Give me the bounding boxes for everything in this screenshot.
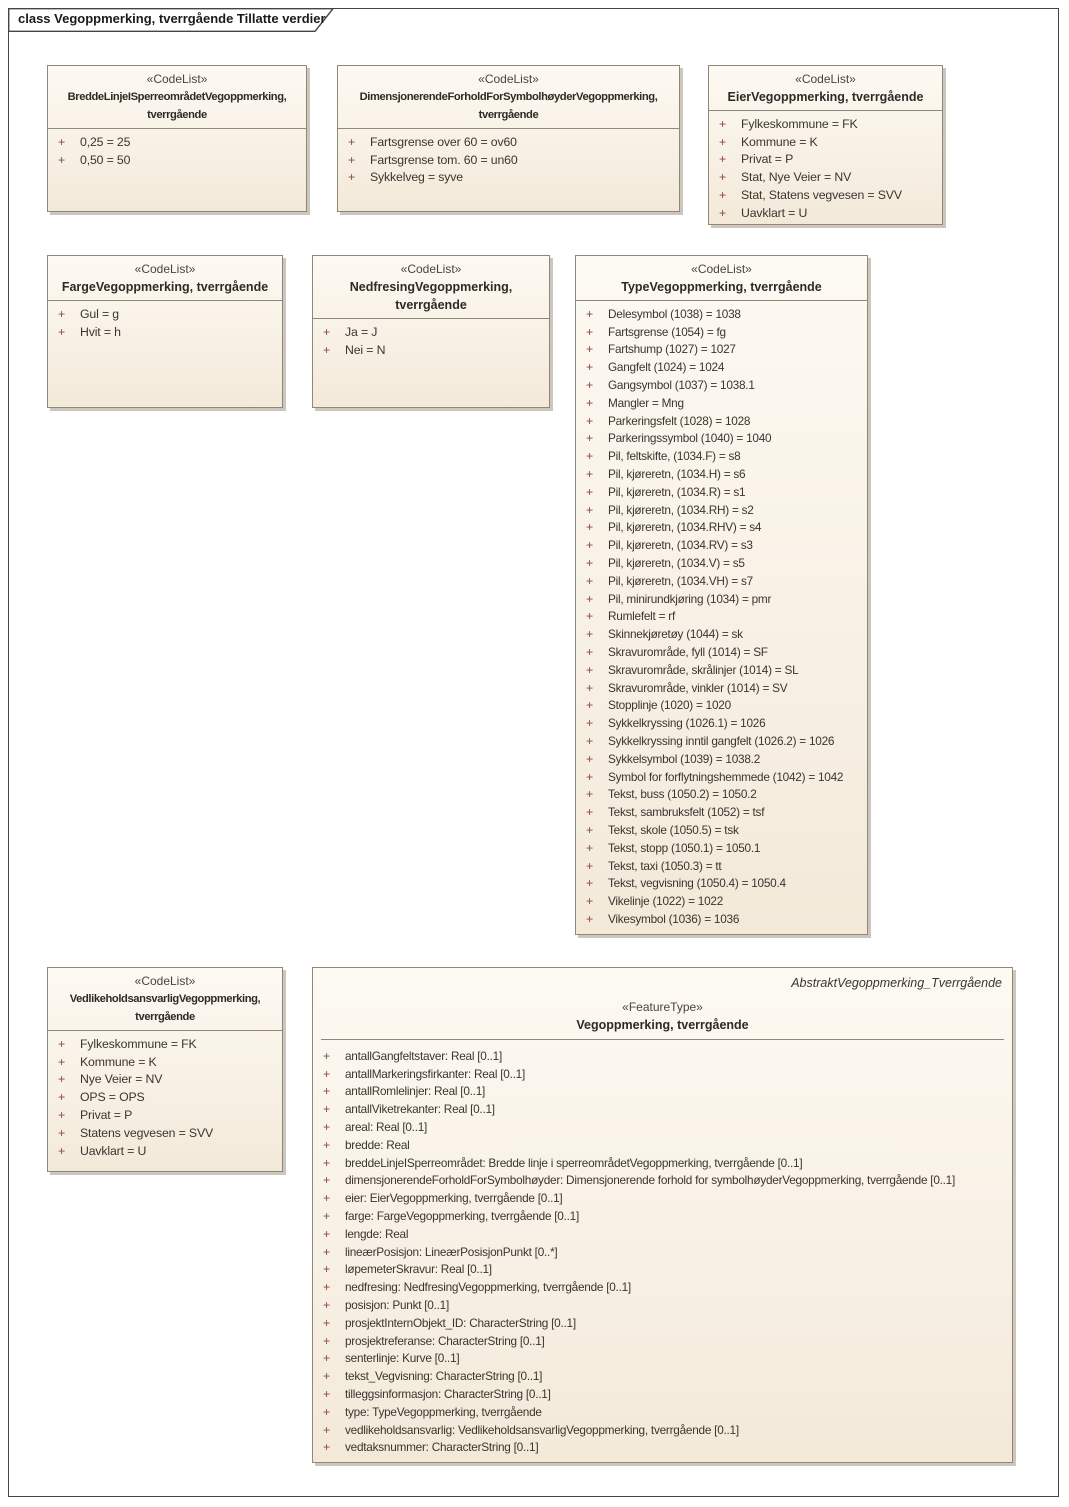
attribute-row — [313, 1403, 1008, 1421]
attribute-row — [576, 661, 863, 679]
class-name: DimensjonerendeForholdForSymbolhøyderVegoppmerking, tverrgående — [359, 91, 658, 121]
attribute-row — [576, 358, 863, 376]
public-visibility-marker: + — [586, 306, 594, 321]
attribute-row — [576, 465, 863, 483]
codelist-box-nedfresing — [312, 255, 550, 408]
class-name: BreddeLinjeISperreområdetVegoppmerking, tverrgående — [67, 91, 287, 121]
public-visibility-marker: + — [323, 1369, 331, 1384]
attribute-row — [576, 608, 863, 626]
attribute-text: løpemeterSkravur: Real [0..1] — [345, 1262, 492, 1277]
attribute-text: antallMarkeringsfirkanter: Real [0..1] — [345, 1066, 525, 1081]
attribute-text: Pil, kjøreretn, (1034.RH) = s2 — [608, 502, 754, 517]
public-visibility-marker: + — [323, 1209, 331, 1224]
class-name: FargeVegoppmerking, tverrgående — [61, 280, 269, 294]
box-header — [576, 256, 867, 301]
attribute-text: Privat = P — [741, 152, 794, 167]
public-visibility-marker: + — [323, 1244, 331, 1259]
attribute-text: Stopplinje (1020) = 1020 — [608, 698, 731, 713]
attribute-row — [576, 732, 863, 750]
attribute-row — [576, 697, 863, 715]
attribute-text: antallGangfeltstaver: Real [0..1] — [345, 1048, 502, 1063]
attribute-text: Pil, kjøreretn, (1034.V) = s5 — [608, 556, 745, 571]
public-visibility-marker: + — [58, 1125, 66, 1140]
box-header — [313, 968, 1012, 1040]
public-visibility-marker: + — [58, 1108, 66, 1123]
public-visibility-marker: + — [719, 152, 727, 167]
public-visibility-marker: + — [586, 858, 594, 873]
attribute-text: nedfresing: NedfresingVegoppmerking, tverrgående [0..1] — [345, 1280, 631, 1295]
parent-classifier-label: AbstraktVegoppmerking_Tverrgående — [791, 976, 1002, 990]
attribute-text: Uavklart = U — [80, 1143, 147, 1158]
attribute-text: vedlikeholdsansvarlig: VedlikeholdsansvarligVegoppmerking, tverrgående [0..1] — [345, 1422, 739, 1437]
public-visibility-marker: + — [719, 116, 727, 131]
attribute-text: Fartsgrense over 60 = ov60 — [370, 134, 517, 149]
public-visibility-marker: + — [586, 573, 594, 588]
public-visibility-marker: + — [586, 769, 594, 784]
attribute-text: Pil, kjøreretn, (1034.VH) = s7 — [608, 573, 753, 588]
attribute-row — [313, 1421, 1008, 1439]
attribute-text: Skravurområde, vinkler (1014) = SV — [608, 680, 788, 695]
attribute-text: senterlinje: Kurve [0..1] — [345, 1351, 460, 1366]
attribute-text: lineærPosisjon: LineærPosisjonPunkt [0..*] — [345, 1244, 558, 1259]
attribute-text: Skinnekjøretøy (1044) = sk — [608, 627, 743, 642]
attribute-text: Fartshump (1027) = 1027 — [608, 342, 736, 357]
attribute-row — [576, 625, 863, 643]
public-visibility-marker: + — [586, 823, 594, 837]
attribute-list — [313, 319, 549, 407]
attribute-row — [709, 151, 938, 169]
attribute-text: 0,25 = 25 — [80, 134, 131, 149]
public-visibility-marker: + — [323, 1137, 331, 1152]
public-visibility-marker: + — [323, 1102, 331, 1117]
attribute-text: Gul = g — [80, 306, 119, 321]
stereotype-label: «CodeList» — [400, 262, 462, 276]
attribute-row — [313, 1385, 1008, 1403]
public-visibility-marker: + — [586, 378, 594, 393]
public-visibility-marker: + — [323, 1084, 331, 1099]
attribute-text: Parkeringssymbol (1040) = 1040 — [608, 431, 772, 446]
public-visibility-marker: + — [348, 170, 356, 185]
public-visibility-marker: + — [586, 413, 594, 428]
attribute-row — [48, 1071, 278, 1089]
attribute-row — [576, 376, 863, 394]
public-visibility-marker: + — [586, 591, 594, 606]
attribute-text: OPS = OPS — [80, 1090, 145, 1105]
public-visibility-marker: + — [323, 1226, 331, 1241]
attribute-text: Sykkelveg = syve — [370, 170, 463, 185]
attribute-text: Gangfelt (1024) = 1024 — [608, 360, 725, 375]
stereotype-label: «FeatureType» — [622, 1000, 703, 1014]
attribute-text: antallRomlelinjer: Real [0..1] — [345, 1084, 486, 1099]
attribute-text: dimensjonerendeForholdForSymbolhøyder: Dimensjonerende forhold for symbolhøyderVegoppmerking, tverrgående [0..1] — [345, 1173, 956, 1188]
diagram-title: class Vegoppmerking, tverrgående Tillatte verdier — [18, 11, 326, 26]
attribute-row — [576, 768, 863, 786]
codelist-box-dimensjonerendeforhold — [337, 65, 680, 212]
public-visibility-marker: + — [586, 698, 594, 713]
attribute-text: eier: EierVegoppmerking, tverrgående [0..1] — [345, 1191, 563, 1206]
attribute-list — [576, 301, 867, 934]
attribute-text: Statens vegvesen = SVV — [80, 1125, 214, 1140]
attribute-text: Pil, feltskifte, (1034.F) = s8 — [608, 449, 741, 464]
attribute-text: Tekst, taxi (1050.3) = tt — [608, 858, 722, 873]
attribute-row — [576, 430, 863, 448]
attribute-text: Fartsgrense (1054) = fg — [608, 324, 726, 339]
public-visibility-marker: + — [586, 911, 594, 926]
attribute-row — [576, 305, 863, 323]
public-visibility-marker: + — [58, 1090, 66, 1105]
public-visibility-marker: + — [323, 1404, 331, 1419]
attribute-text: tilleggsinformasjon: CharacterString [0..1] — [345, 1387, 551, 1402]
public-visibility-marker: + — [323, 342, 331, 357]
public-visibility-marker: + — [586, 734, 594, 749]
attribute-row — [576, 786, 863, 804]
public-visibility-marker: + — [586, 538, 594, 553]
attribute-row — [48, 151, 302, 169]
attribute-text: farge: FargeVegoppmerking, tverrgående [0..1] — [345, 1209, 580, 1224]
public-visibility-marker: + — [586, 751, 594, 766]
attribute-text: Tekst, buss (1050.2) = 1050.2 — [608, 787, 757, 802]
public-visibility-marker: + — [58, 1036, 66, 1051]
attribute-row — [338, 133, 675, 151]
attribute-row — [576, 714, 863, 732]
public-visibility-marker: + — [323, 1173, 331, 1188]
attribute-row — [576, 821, 863, 839]
attribute-text: Sykkelkryssing inntil gangfelt (1026.2) = 1026 — [608, 734, 835, 749]
codelist-box-type — [575, 255, 868, 935]
public-visibility-marker: + — [323, 1262, 331, 1277]
attribute-text: type: TypeVegoppmerking, tverrgående — [345, 1404, 542, 1419]
attribute-row — [48, 1053, 278, 1071]
attribute-text: Privat = P — [80, 1108, 133, 1123]
attribute-text: Skravurområde, fyll (1014) = SF — [608, 645, 768, 660]
public-visibility-marker: + — [58, 134, 66, 149]
public-visibility-marker: + — [719, 188, 727, 203]
public-visibility-marker: + — [586, 609, 594, 624]
attribute-row — [576, 519, 863, 537]
public-visibility-marker: + — [586, 894, 594, 909]
public-visibility-marker: + — [586, 502, 594, 517]
public-visibility-marker: + — [323, 1422, 331, 1437]
attribute-text: Sykkelsymbol (1039) = 1038.2 — [608, 751, 761, 766]
attribute-row — [576, 750, 863, 768]
stereotype-label: «CodeList» — [134, 974, 196, 988]
attribute-text: Symbol for forflytningshemmede (1042) = 1042 — [608, 769, 844, 784]
public-visibility-marker: + — [323, 1351, 331, 1366]
attribute-row — [313, 1367, 1008, 1385]
attribute-text: tekst_Vegvisning: CharacterString [0..1] — [345, 1369, 543, 1384]
public-visibility-marker: + — [586, 467, 594, 482]
attribute-text: Nei = N — [345, 342, 386, 357]
attribute-row — [709, 133, 938, 151]
attribute-row — [313, 1118, 1008, 1136]
codelist-box-eier — [708, 65, 943, 225]
class-name: EierVegoppmerking, tverrgående — [727, 90, 924, 104]
public-visibility-marker: + — [586, 716, 594, 731]
attribute-text: Kommune = K — [741, 134, 818, 149]
attribute-row — [313, 1225, 1008, 1243]
attribute-text: Tekst, skole (1050.5) = tsk — [608, 823, 739, 837]
attribute-list — [48, 301, 282, 407]
attribute-text: Uavklart = U — [741, 205, 808, 220]
attribute-row — [48, 1106, 278, 1124]
public-visibility-marker: + — [323, 1066, 331, 1081]
public-visibility-marker: + — [586, 484, 594, 499]
box-header — [338, 66, 679, 129]
attribute-row — [313, 1189, 1008, 1207]
attribute-text: breddeLinjeISperreområdet: Bredde linje i sperreområdetVegoppmerking, tverrgående [0..1] — [345, 1155, 803, 1170]
stereotype-label: «CodeList» — [691, 262, 752, 276]
public-visibility-marker: + — [586, 840, 594, 855]
attribute-row — [313, 1350, 1008, 1368]
stereotype-label: «CodeList» — [146, 72, 208, 86]
attribute-row — [576, 875, 863, 893]
attribute-text: Pil, minirundkjøring (1034) = pmr — [608, 591, 772, 606]
public-visibility-marker: + — [586, 342, 594, 357]
attribute-row — [313, 1065, 1008, 1083]
attribute-row — [48, 133, 302, 151]
public-visibility-marker: + — [323, 1298, 331, 1313]
stereotype-label: «CodeList» — [478, 72, 539, 86]
public-visibility-marker: + — [323, 1155, 331, 1170]
stereotype-label: «CodeList» — [795, 72, 856, 86]
attribute-text: Delesymbol (1038) = 1038 — [608, 306, 741, 321]
attribute-list — [48, 129, 306, 211]
attribute-text: Hvit = h — [80, 324, 121, 339]
public-visibility-marker: + — [323, 1333, 331, 1348]
attribute-row — [576, 572, 863, 590]
attribute-list — [709, 111, 942, 226]
attribute-row — [48, 1035, 278, 1053]
codelist-box-vedlikeholdsansvarlig — [47, 967, 283, 1172]
attribute-row — [313, 1261, 1008, 1279]
attribute-row — [313, 1136, 1008, 1154]
class-name: NedfresingVegoppmerking, tverrgående — [349, 280, 513, 312]
public-visibility-marker: + — [586, 324, 594, 339]
public-visibility-marker: + — [58, 152, 66, 167]
attribute-text: Sykkelkryssing (1026.1) = 1026 — [608, 716, 766, 731]
attribute-row — [709, 186, 938, 204]
box-header — [48, 256, 282, 301]
attribute-row — [576, 536, 863, 554]
attribute-text: 0,50 = 50 — [80, 152, 131, 167]
attribute-text: Fylkeskommune = FK — [741, 116, 858, 131]
attribute-row — [576, 501, 863, 519]
public-visibility-marker: + — [586, 360, 594, 375]
public-visibility-marker: + — [719, 170, 727, 185]
attribute-row — [313, 341, 545, 359]
attribute-list — [48, 1031, 282, 1171]
attribute-text: Vikelinje (1022) = 1022 — [608, 894, 724, 909]
public-visibility-marker: + — [58, 324, 66, 339]
public-visibility-marker: + — [348, 152, 356, 167]
public-visibility-marker: + — [719, 205, 727, 220]
attribute-row — [313, 1172, 1008, 1190]
attribute-text: Pil, kjøreretn, (1034.R) = s1 — [608, 484, 746, 499]
attribute-text: antallViketrekanter: Real [0..1] — [345, 1102, 495, 1117]
box-header — [48, 66, 306, 129]
public-visibility-marker: + — [586, 520, 594, 535]
public-visibility-marker: + — [323, 1280, 331, 1295]
attribute-row — [313, 1207, 1008, 1225]
public-visibility-marker: + — [323, 1120, 331, 1135]
box-header — [48, 968, 282, 1031]
attribute-text: lengde: Real — [345, 1226, 409, 1241]
attribute-text: prosjektreferanse: CharacterString [0..1] — [345, 1333, 545, 1348]
class-name: VedlikeholdsansvarligVegoppmerking, tverrgående — [69, 993, 261, 1023]
attribute-text: Vikesymbol (1036) = 1036 — [608, 911, 740, 926]
attribute-row — [576, 892, 863, 910]
public-visibility-marker: + — [323, 1191, 331, 1206]
public-visibility-marker: + — [586, 805, 594, 820]
attribute-text: Mangler = Mng — [608, 395, 684, 410]
attribute-text: Parkeringsfelt (1028) = 1028 — [608, 413, 751, 428]
attribute-row — [48, 1088, 278, 1106]
attribute-row — [709, 115, 938, 133]
attribute-text: Stat, Nye Veier = NV — [741, 170, 852, 185]
public-visibility-marker: + — [58, 306, 66, 321]
public-visibility-marker: + — [586, 645, 594, 660]
public-visibility-marker: + — [719, 134, 727, 149]
attribute-row — [576, 394, 863, 412]
attribute-row — [313, 1100, 1008, 1118]
public-visibility-marker: + — [586, 680, 594, 695]
attribute-text: Fylkeskommune = FK — [80, 1036, 197, 1051]
attribute-row — [576, 803, 863, 821]
attribute-row — [313, 323, 545, 341]
attribute-text: areal: Real [0..1] — [345, 1120, 428, 1135]
attribute-row — [576, 554, 863, 572]
attribute-text: posisjon: Punkt [0..1] — [345, 1298, 450, 1313]
public-visibility-marker: + — [323, 1440, 331, 1455]
attribute-row — [313, 1314, 1008, 1332]
attribute-row — [313, 1154, 1008, 1172]
attribute-text: Fartsgrense tom. 60 = un60 — [370, 152, 518, 167]
public-visibility-marker: + — [586, 556, 594, 571]
attribute-row — [576, 412, 863, 430]
box-header — [313, 256, 549, 319]
attribute-text: Tekst, vegvisning (1050.4) = 1050.4 — [608, 876, 786, 891]
public-visibility-marker: + — [323, 1048, 331, 1063]
attribute-text: Gangsymbol (1037) = 1038.1 — [608, 378, 755, 393]
class-name: Vegoppmerking, tverrgående — [576, 1018, 749, 1032]
codelist-box-farge — [47, 255, 283, 408]
public-visibility-marker: + — [586, 662, 594, 677]
public-visibility-marker: + — [58, 1072, 66, 1087]
attribute-text: prosjektInternObjekt_ID: CharacterString [0..1] — [345, 1315, 576, 1330]
attribute-row — [576, 679, 863, 697]
attribute-text: Nye Veier = NV — [80, 1072, 163, 1087]
attribute-row — [576, 447, 863, 465]
attribute-row — [576, 857, 863, 875]
attribute-row — [48, 1142, 278, 1160]
attribute-row — [576, 839, 863, 857]
attribute-text: Skravurområde, skrålinjer (1014) = SL — [608, 662, 799, 677]
public-visibility-marker: + — [58, 1054, 66, 1069]
public-visibility-marker: + — [323, 1315, 331, 1330]
attribute-text: Pil, kjøreretn, (1034.RHV) = s4 — [608, 520, 762, 535]
attribute-text: bredde: Real — [345, 1137, 410, 1152]
public-visibility-marker: + — [323, 1387, 331, 1402]
public-visibility-marker: + — [586, 449, 594, 464]
attribute-row — [576, 323, 863, 341]
attribute-text: Tekst, sambruksfelt (1052) = tsf — [608, 805, 765, 820]
class-name: TypeVegoppmerking, tverrgående — [621, 280, 822, 294]
attribute-text: vedtaksnummer: CharacterString [0..1] — [345, 1440, 539, 1455]
attribute-row — [313, 1278, 1008, 1296]
attribute-text: Tekst, stopp (1050.1) = 1050.1 — [608, 840, 761, 855]
public-visibility-marker: + — [348, 134, 356, 149]
attribute-row — [48, 305, 278, 323]
attribute-text: Pil, kjøreretn, (1034.RV) = s3 — [608, 538, 753, 553]
public-visibility-marker: + — [586, 787, 594, 802]
attribute-row — [576, 341, 863, 359]
attribute-row — [709, 168, 938, 186]
public-visibility-marker: + — [586, 431, 594, 446]
attribute-row — [48, 1124, 278, 1142]
attribute-row — [313, 1296, 1008, 1314]
stereotype-label: «CodeList» — [134, 262, 196, 276]
attribute-row — [576, 910, 863, 928]
attribute-row — [313, 1083, 1008, 1101]
box-header — [709, 66, 942, 111]
attribute-row — [576, 590, 863, 608]
public-visibility-marker: + — [586, 395, 594, 410]
attribute-text: Stat, Statens vegvesen = SVV — [741, 188, 902, 203]
attribute-text: Kommune = K — [80, 1054, 157, 1069]
attribute-row — [313, 1439, 1008, 1457]
public-visibility-marker: + — [586, 627, 594, 642]
codelist-box-breddelinjeisperreomradet — [47, 65, 307, 212]
attribute-text: Ja = J — [345, 324, 378, 339]
attribute-row — [338, 151, 675, 169]
attribute-row — [338, 169, 675, 187]
public-visibility-marker: + — [586, 876, 594, 891]
public-visibility-marker: + — [58, 1143, 66, 1158]
attribute-row — [48, 323, 278, 341]
attribute-text: Pil, kjøreretn, (1034.H) = s6 — [608, 467, 746, 482]
attribute-text: Rumlefelt = rf — [608, 609, 675, 624]
attribute-row — [576, 483, 863, 501]
attribute-row — [576, 643, 863, 661]
attribute-row — [313, 1332, 1008, 1350]
public-visibility-marker: + — [323, 324, 331, 339]
attribute-row — [709, 204, 938, 222]
attribute-row — [313, 1243, 1008, 1261]
attribute-row — [313, 1047, 1008, 1065]
attribute-list — [338, 129, 679, 211]
featuretype-box-vegoppmerking-tverrgaende — [312, 967, 1013, 1463]
attribute-list — [313, 1040, 1012, 1462]
